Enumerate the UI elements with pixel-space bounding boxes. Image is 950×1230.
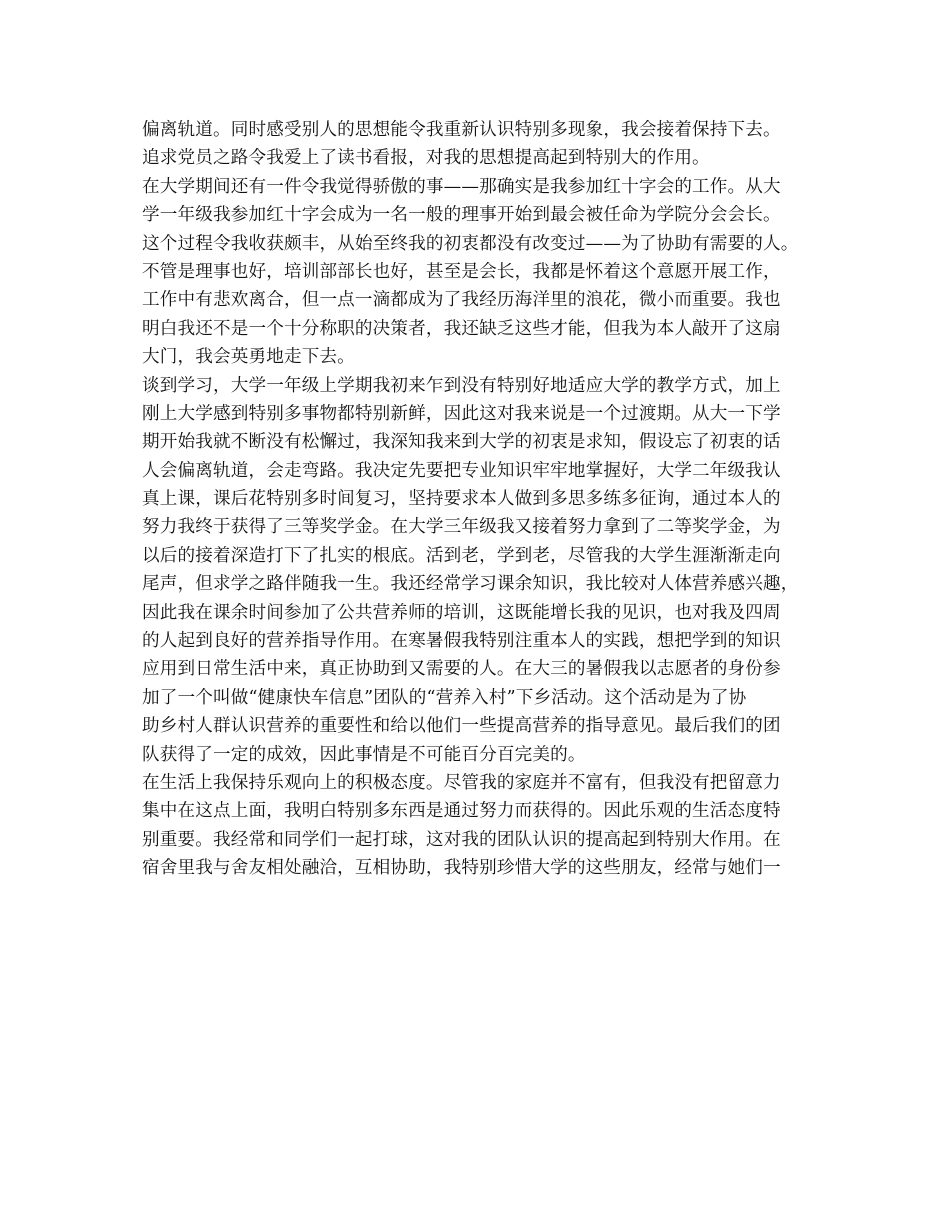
- text-line: 大门，我会英勇地走下去。: [142, 347, 355, 368]
- text-line: 别重要。我经常和同学们一起打球，这对我的团队认识的提高起到特别大作用。在: [142, 829, 781, 850]
- text-line: 谈到学习，大学一年级上学期我初来乍到没有特别好地适应大学的教学方式，加上: [142, 375, 781, 396]
- text-line: 的人起到良好的营养指导作用。在寒暑假我特别注重本人的实践，想把学到的知识: [142, 631, 781, 652]
- text-line: 不管是理事也好，培训部部长也好，甚至是会长，我都是怀着这个意愿开展工作，: [142, 261, 781, 282]
- text-line: 人会偏离轨道，会走弯路。我决定先要把专业知识牢牢地掌握好，大学二年级我认: [142, 460, 781, 481]
- text-line: 偏离轨道。同时感受别人的思想能令我重新认识特别多现象，我会接着保持下去。: [142, 120, 781, 140]
- text-line: 在大学期间还有一件令我觉得骄傲的事——那确实是我参加红十字会的工作。从大: [142, 176, 781, 197]
- text-line: 努力我终于获得了三等奖学金。在大学三年级我又接着努力拿到了二等奖学金，为: [142, 517, 781, 538]
- text-line: 加了一个叫做“健康快车信息”团队的“营养入村”下乡活动。这个活动是为了协: [142, 687, 747, 708]
- body-text: [142, 116, 842, 883]
- text-line: 集中在这点上面，我明白特别多东西是通过努力而获得的。因此乐观的生活态度特: [142, 801, 781, 822]
- text-line: 以后的接着深造打下了扎实的根底。活到老，学到老，尽管我的大学生涯渐渐走向: [142, 545, 781, 566]
- text-line: 学一年级我参加红十字会成为一名一般的理事开始到最会被任命为学院分会会长。: [142, 205, 781, 226]
- text-line: 刚上大学感到特别多事物都特别新鲜，因此这对我来说是一个过渡期。从大一下学: [142, 403, 781, 424]
- text-line: 在生活上我保持乐观向上的积极态度。尽管我的家庭并不富有，但我没有把留意力: [142, 772, 781, 793]
- text-line: 宿舍里我与舍友相处融洽，互相协助，我特别珍惜大学的这些朋友，经常与她们一: [142, 858, 781, 879]
- text-line: 尾声，但求学之路伴随我一生。我还经常学习课余知识，我比较对人体营养感兴趣，: [142, 574, 799, 595]
- text-line: 真上课，课后花特别多时间复习，坚持要求本人做到多思多练多征询，通过本人的: [142, 489, 781, 510]
- text-line: 这个过程令我收获颇丰，从始至终我的初衷都没有改变过——为了协助有需要的人。: [142, 233, 799, 254]
- text-line: 因此我在课余时间参加了公共营养师的培训，这既能增长我的见识，也对我及四周: [142, 602, 781, 623]
- text-line: 队获得了一定的成效，因此事情是不可能百分百完美的。: [142, 744, 586, 765]
- text-line: 应用到日常生活中来，真正协助到又需要的人。在大三的暑假我以志愿者的身份参: [142, 659, 781, 680]
- text-line: 追求党员之路令我爱上了读书看报，对我的思想提高起到特别大的作用。: [142, 148, 710, 169]
- text-line: 助乡村人群认识营养的重要性和给以他们一些提高营养的指导意见。最后我们的团: [142, 716, 781, 737]
- text-line: 工作中有悲欢离合，但一点一滴都成为了我经历海洋里的浪花，微小而重要。我也: [142, 290, 781, 311]
- text-line: 明白我还不是一个十分称职的决策者，我还缺乏这些才能，但我为本人敲开了这扇: [142, 318, 781, 339]
- text-line: 期开始我就不断没有松懈过，我深知我来到大学的初衷是求知，假设忘了初衷的话: [142, 432, 781, 453]
